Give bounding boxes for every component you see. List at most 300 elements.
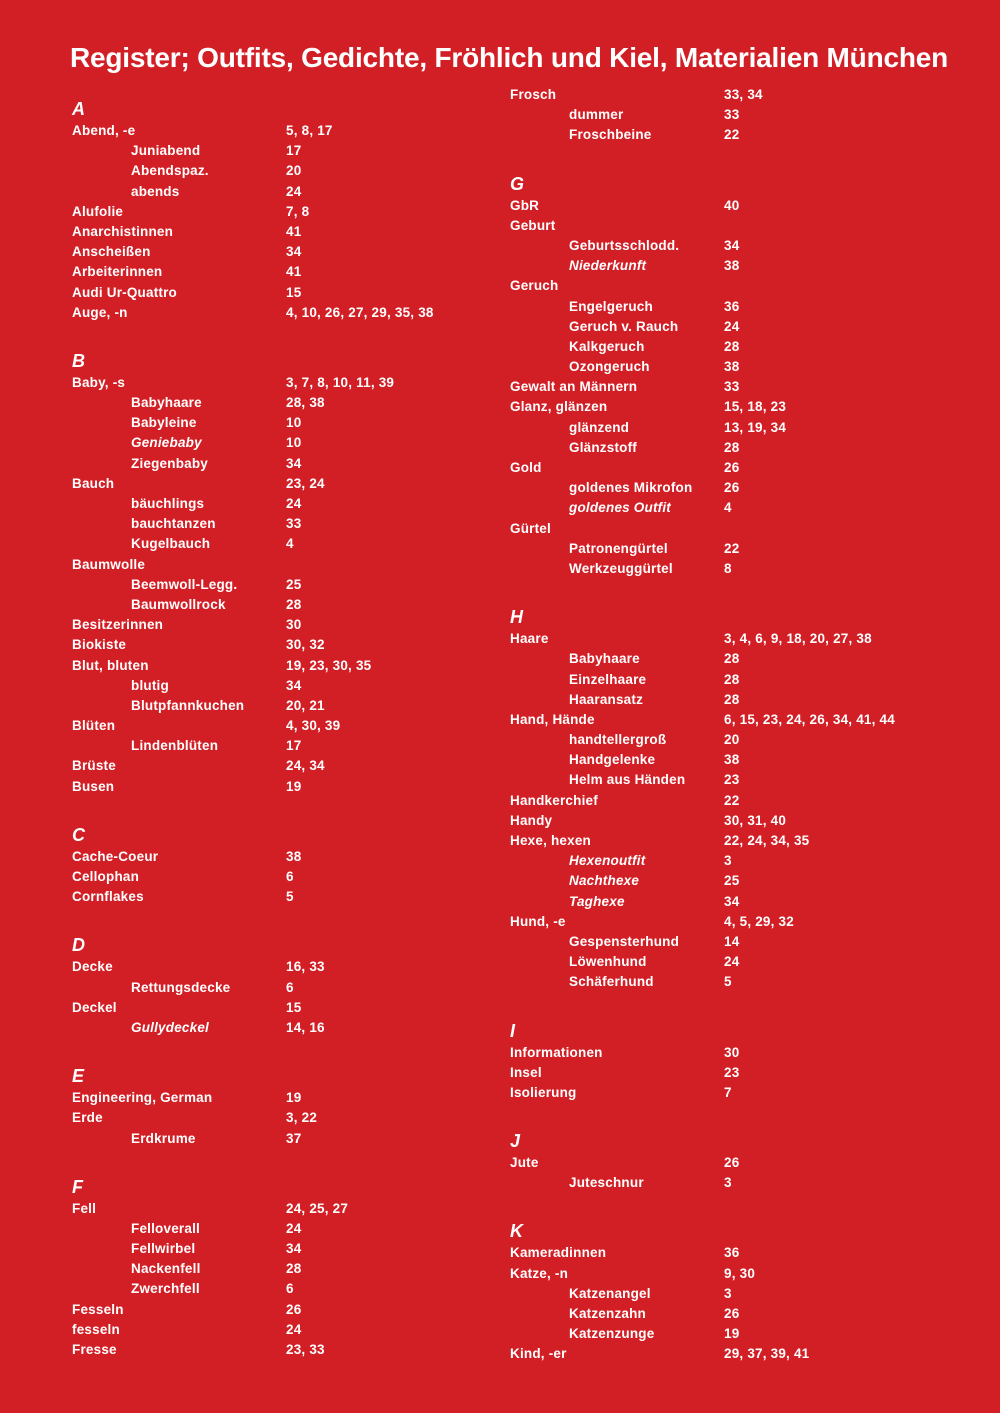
index-subentry [510,1173,970,1193]
entry-term: Katzenzahn [569,1306,647,1321]
index-subentry [510,851,970,871]
section-letter: I [510,1020,516,1041]
entry-pages: 15 [286,284,302,300]
entry-term: Busen [72,778,115,794]
entry-term: Blut, bluten [72,657,149,673]
index-entry [72,1340,492,1360]
entry-pages: 19 [724,1326,740,1342]
entry-pages: 3 [724,1285,732,1301]
entry-pages: 3 [724,853,732,869]
index-entry [72,716,492,736]
entry-term: bäuchlings [131,496,205,511]
entry-term: Babyhaare [569,651,640,667]
entry-term: goldenes Mikrofon [569,480,693,496]
index-section [72,1175,492,1361]
entry-term: Hund, -e [510,913,566,929]
entry-pages: 22 [724,792,740,808]
index-entry [72,656,492,676]
entry-term: Zwerchfell [131,1281,200,1297]
index-entry [72,867,492,887]
index-subentry [72,393,492,413]
entry-pages: 6 [286,1281,294,1297]
index-entry [72,202,492,222]
index-subentry [510,317,970,337]
index-subentry [510,649,970,669]
entry-pages: 33 [724,379,740,395]
section-letter: F [72,1176,83,1197]
section-letter: J [510,1131,521,1152]
entry-term: Engineering, German [72,1090,213,1106]
index-subentry [72,1239,492,1259]
entry-pages: 28, 38 [286,395,325,411]
entry-term: Werkzeuggürtel [569,560,673,576]
index-entry [72,615,492,635]
index-section [72,349,492,797]
entry-pages: 8 [724,560,732,576]
entry-term: Baumwolle [72,556,146,572]
entry-term: Fresse [72,1342,117,1357]
entry-term: Fesseln [72,1301,124,1317]
entry-pages: 34 [286,244,302,260]
page-title: Register; Outfits, Gedichte, Fröhlich und Kiel, Materialien München [70,42,949,73]
entry-term: Kind, -er [510,1346,567,1362]
entry-term: Lindenblüten [131,738,219,754]
index-entry [72,957,492,977]
index-subentry [510,498,970,518]
entry-term: Fellwirbel [131,1241,196,1257]
index-entry [72,847,492,867]
entry-term: goldenes Outfit [569,500,671,516]
index-subentry [72,514,492,534]
entry-term: Engelgeruch [569,298,653,314]
entry-term: Decke [72,959,113,975]
index-subentry [510,559,970,579]
index-subentry [510,1304,970,1324]
entry-pages: 19, 23, 30, 35 [286,657,372,673]
entry-pages: 4, 30, 39 [286,718,341,734]
index-subentry [510,256,970,276]
entry-term: glänzend [569,419,630,435]
entry-pages: 36 [724,298,740,314]
index-subentry [510,438,970,458]
entry-pages: 28 [724,651,740,667]
index-entry [510,710,970,730]
entry-pages: 24 [286,496,302,511]
entry-term: Abend, -e [72,123,136,138]
entry-pages: 19 [286,778,302,794]
entry-term: Handy [510,812,553,828]
entry-pages: 30, 31, 40 [724,812,787,828]
entry-term: Hexenoutfit [569,853,646,869]
entry-pages: 6, 15, 23, 24, 26, 34, 41, 44 [724,711,895,727]
index-subentry [72,1219,492,1239]
index-subentry [510,337,970,357]
entry-pages: 15, 18, 23 [724,399,787,415]
index-section [510,1219,970,1364]
entry-term: Gespensterhund [569,933,680,949]
entry-pages: 26 [724,1306,740,1321]
index-subentry [72,413,492,433]
entry-term: Kalkgeruch [569,338,645,354]
entry-pages: 20 [286,163,302,179]
index-entry [72,283,492,303]
index-subentry [510,236,970,256]
entry-pages: 34 [724,237,740,253]
index-entry [72,1320,492,1340]
index-subentry [72,676,492,696]
entry-pages: 3, 7, 8, 10, 11, 39 [286,374,395,390]
section-letter: G [510,173,525,194]
index-section [72,933,492,1038]
entry-term: Rettungsdecke [131,979,231,995]
entry-term: Katze, -n [510,1265,569,1281]
index-subentry [510,892,970,912]
index-subentry [510,871,970,891]
index-subentry [510,770,970,790]
index-entry [72,242,492,262]
index-section [510,1129,970,1193]
entry-term: Cellophan [72,869,140,884]
entry-pages: 33, 34 [724,87,763,102]
entry-term: Einzelhaare [569,671,647,687]
entry-term: Isolierung [510,1084,577,1100]
index-subentry [510,105,970,125]
index-section [72,1064,492,1149]
entry-pages: 7 [724,1084,732,1100]
entry-term: Gold [510,460,542,475]
entry-term: handtellergroß [569,732,667,748]
entry-pages: 23, 24 [286,475,325,491]
entry-term: Baby, -s [72,374,126,390]
entry-pages: 33 [724,107,740,123]
index-section [510,605,970,992]
index-entry [510,1264,970,1284]
entry-term: Babyhaare [131,395,202,411]
index-subentry [72,433,492,453]
index-subentry [72,161,492,181]
index-entry [510,831,970,851]
index-subentry [72,1279,492,1299]
entry-pages: 7, 8 [286,203,310,219]
index-entry [72,555,492,575]
index-subentry [72,978,492,998]
entry-term: Gullydeckel [131,1019,209,1035]
entry-term: Geruch [510,278,559,294]
entry-term: Nachthexe [569,873,640,889]
entry-pages: 38 [724,752,740,768]
index-subentry [510,539,970,559]
index-column-right [510,87,970,1391]
entry-term: Ozongeruch [569,359,650,375]
entry-pages: 24 [286,1220,302,1236]
entry-term: Froschbeine [569,127,652,143]
entry-term: Juteschnur [569,1175,644,1191]
entry-term: Glanz, glänzen [510,399,608,415]
index-column-left [72,92,492,1386]
entry-pages: 14, 16 [286,1019,325,1035]
index-entry [510,1083,970,1103]
index-section [510,1019,970,1104]
index-subentry [510,750,970,770]
entry-term: Babyleine [131,415,197,431]
entry-pages: 24 [724,954,740,970]
index-entry [510,629,970,649]
index-subentry [510,357,970,377]
entry-pages: 24 [724,318,740,334]
entry-term: Taghexe [569,893,625,909]
index-subentry [510,952,970,972]
index-subentry [72,182,492,202]
entry-term: Cornflakes [72,889,144,905]
entry-term: Blüten [72,718,116,734]
index-subentry [72,575,492,595]
entry-pages: 30 [286,617,302,633]
entry-term: abends [131,183,180,199]
index-entry [72,1199,492,1219]
entry-pages: 13, 19, 34 [724,419,787,435]
entry-term: Brüste [72,758,116,774]
section-letter: C [72,824,85,845]
entry-pages: 10 [286,415,302,431]
index-entry [510,196,970,216]
entry-pages: 5, 8, 17 [286,123,333,138]
index-entry [510,1063,970,1083]
entry-pages: 28 [286,596,302,612]
entry-term: Handgelenke [569,752,656,768]
index-entry [72,1088,492,1108]
entry-term: Geniebaby [131,435,202,451]
entry-term: Gewalt an Männern [510,379,638,395]
entry-term: dummer [569,107,624,123]
index-subentry [510,690,970,710]
index-subentry [72,1018,492,1038]
entry-term: Erde [72,1110,103,1126]
index-entry [510,791,970,811]
index-entry [72,756,492,776]
entry-term: Frosch [510,87,557,102]
index-entry [72,222,492,242]
entry-term: Haaransatz [569,691,644,707]
entry-pages: 28 [724,338,740,354]
entry-pages: 30, 32 [286,637,325,653]
entry-term: Hand, Hände [510,711,595,727]
entry-term: Informationen [510,1044,603,1060]
entry-term: Cache-Coeur [72,848,159,864]
entry-pages: 34 [286,677,302,693]
entry-term: Biokiste [72,637,127,653]
entry-pages: 29, 37, 39, 41 [724,1346,810,1362]
index-entry [510,519,970,539]
entry-term: GbR [510,197,540,213]
entry-term: Haare [510,631,549,647]
entry-term: Audi Ur-Quattro [72,284,177,300]
entry-pages: 14 [724,933,740,949]
section-letter: D [72,935,85,956]
entry-term: Helm aus Händen [569,772,686,788]
index-entry [510,216,970,236]
entry-pages: 28 [724,671,740,687]
index-subentry [72,454,492,474]
entry-pages: 3, 22 [286,1110,318,1126]
entry-term: Erdkrume [131,1130,196,1146]
entry-pages: 3 [724,1175,732,1191]
entry-term: Auge, -n [72,304,128,320]
entry-term: Blutpfannkuchen [131,697,245,713]
entry-pages: 24, 25, 27 [286,1200,349,1216]
entry-pages: 23 [724,1064,740,1080]
index-subentry [510,670,970,690]
index-entry [72,777,492,797]
section-letter: K [510,1221,523,1242]
index-section [72,823,492,908]
entry-pages: 26 [286,1301,302,1317]
entry-term: Löwenhund [569,954,647,970]
entry-pages: 28 [724,691,740,707]
entry-pages: 28 [286,1261,302,1277]
index-subentry [510,932,970,952]
index-entry [510,85,970,105]
index-entry [510,397,970,417]
entry-term: fesseln [72,1321,120,1337]
index-section [72,97,492,323]
index-subentry [72,595,492,615]
index-subentry [510,125,970,145]
entry-term: Kameradinnen [510,1245,607,1261]
index-entry [510,377,970,397]
index-section [510,172,970,580]
entry-pages: 38 [724,359,740,375]
entry-pages: 19 [286,1090,302,1106]
index-entry [72,635,492,655]
entry-pages: 26 [724,460,740,475]
index-subentry [72,736,492,756]
index-subentry [72,534,492,554]
index-subentry [510,297,970,317]
entry-term: Geburt [510,217,556,233]
entry-term: Deckel [72,999,117,1015]
entry-pages: 4 [286,536,294,552]
entry-pages: 41 [286,223,302,239]
entry-term: Schäferhund [569,974,654,990]
entry-term: Katzenzunge [569,1326,655,1342]
index-entry [510,811,970,831]
entry-term: blutig [131,677,169,693]
index-entry [72,121,492,141]
entry-term: Felloverall [131,1220,200,1236]
entry-term: bauchtanzen [131,516,216,532]
entry-pages: 20 [724,732,740,748]
entry-term: Geburtsschlodd. [569,237,680,253]
entry-pages: 5 [724,974,732,990]
entry-term: Arbeiterinnen [72,264,163,280]
index-subentry [72,1259,492,1279]
section-letter: A [72,99,85,119]
section-letter: H [510,607,523,628]
entry-pages: 25 [724,873,740,889]
entry-pages: 37 [286,1130,302,1146]
index-subentry [510,1284,970,1304]
index-subentry [510,730,970,750]
entry-pages: 41 [286,264,302,280]
entry-pages: 26 [724,480,740,496]
entry-pages: 26 [724,1155,740,1171]
entry-term: Jute [510,1155,539,1171]
entry-pages: 17 [286,738,302,754]
entry-term: Nackenfell [131,1261,201,1277]
entry-pages: 23 [724,772,740,788]
entry-term: Handkerchief [510,792,598,808]
index-subentry [72,141,492,161]
index-subentry [510,478,970,498]
index-entry [72,373,492,393]
index-entry [72,998,492,1018]
entry-pages: 3, 4, 6, 9, 18, 20, 27, 38 [724,631,872,647]
entry-term: Ziegenbaby [131,455,209,471]
entry-pages: 25 [286,576,302,592]
index-entry [510,1243,970,1263]
entry-pages: 33 [286,516,302,532]
entry-term: Alufolie [72,203,124,219]
entry-term: Baumwollrock [131,596,226,612]
index-entry [72,262,492,282]
index-entry [72,474,492,494]
entry-pages: 24 [286,183,302,199]
entry-term: Katzenangel [569,1285,651,1301]
index-entry [72,303,492,323]
entry-term: Insel [510,1064,542,1080]
entry-pages: 20, 21 [286,697,325,713]
entry-term: Gürtel [510,520,551,536]
index-entry [510,1344,970,1364]
entry-pages: 28 [724,439,740,455]
entry-pages: 4 [724,500,732,516]
entry-pages: 22 [724,127,740,143]
index-entry [510,1043,970,1063]
entry-pages: 34 [286,1241,302,1257]
entry-term: Hexe, hexen [510,833,591,848]
index-subentry [510,418,970,438]
section-letter: E [72,1066,85,1087]
entry-pages: 34 [286,455,302,471]
entry-term: Abendspaz. [131,163,209,179]
index-subentry [510,1324,970,1344]
entry-pages: 23, 33 [286,1342,325,1357]
entry-pages: 9, 30 [724,1265,756,1281]
index-entry [510,276,970,296]
entry-pages: 34 [724,893,740,909]
entry-term: Anscheißen [72,244,151,260]
index-subentry [72,494,492,514]
index-entry [72,1108,492,1128]
entry-term: Bauch [72,475,115,491]
entry-pages: 40 [724,197,740,213]
index-entry [72,1300,492,1320]
entry-pages: 24 [286,1321,302,1337]
entry-term: Patronengürtel [569,540,668,556]
entry-pages: 24, 34 [286,758,325,774]
index-subentry [72,1129,492,1149]
index-entry [510,912,970,932]
entry-pages: 22, 24, 34, 35 [724,833,810,848]
entry-pages: 38 [724,258,740,274]
entry-term: Niederkunft [569,258,647,274]
entry-term: Glänzstoff [569,439,637,455]
entry-pages: 36 [724,1245,740,1261]
index-subentry [510,972,970,992]
entry-pages: 4, 10, 26, 27, 29, 35, 38 [286,304,434,320]
entry-term: Geruch v. Rauch [569,318,679,334]
entry-pages: 5 [286,889,294,905]
